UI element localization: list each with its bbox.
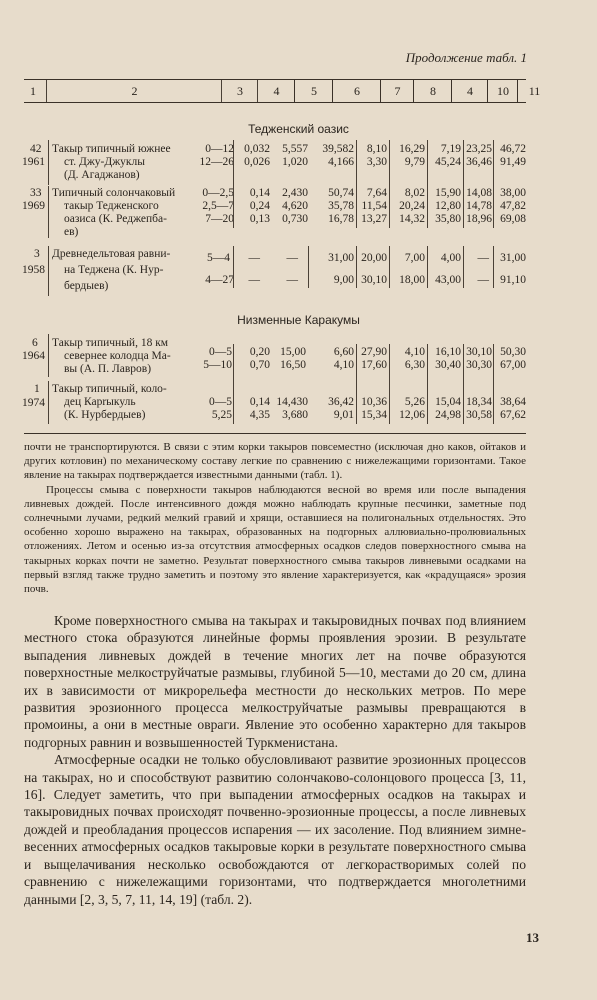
cell-c6: 50,74	[328, 187, 354, 199]
row-desc: Типичный солончаковый	[52, 187, 176, 199]
col-header-8: 8	[413, 80, 452, 102]
cell-c9: 30,40	[435, 359, 461, 371]
col-header-3: 3	[221, 80, 258, 102]
cell-depth: 2,5—7	[202, 200, 234, 212]
cell-c9: 12,80	[435, 200, 461, 212]
cell-c6: 4,166	[328, 156, 354, 168]
row-desc: Древнедельтовая равни-	[52, 248, 171, 260]
col-header-11: 11	[517, 80, 551, 102]
row-desc: (К. Нурбердыев)	[64, 409, 146, 421]
col-header-1: 1	[30, 84, 36, 98]
col-header-5: 5	[294, 80, 333, 102]
cell-c10: 36,46	[466, 156, 492, 168]
cell-c8: 12,06	[399, 409, 425, 421]
cell-c5: —	[286, 252, 298, 264]
cell-c6: 35,78	[328, 200, 354, 212]
section-title-karakum: Низменные Каракумы	[237, 313, 360, 327]
cell-c9: 24,98	[435, 409, 461, 421]
small-print-block	[24, 440, 526, 596]
cell-c5: 5,557	[282, 143, 308, 155]
row-desc: ст. Джу-Джуклы	[64, 156, 145, 168]
cell-c10: 14,78	[466, 200, 492, 212]
cell-c7: 20,00	[361, 252, 387, 264]
cell-c9: 35,80	[435, 213, 461, 225]
cell-c4: 4,35	[249, 409, 270, 421]
cell-c11: 91,10	[500, 274, 526, 286]
cell-c7: 10,36	[361, 396, 387, 408]
cell-c6: 36,42	[328, 396, 354, 408]
row-desc: (Д. Агаджанов)	[64, 169, 140, 181]
row-desc: ев)	[64, 226, 79, 238]
cell-c11: 47,82	[500, 200, 526, 212]
col-header-6: 6	[332, 80, 381, 102]
cell-c6: 4,10	[333, 359, 354, 371]
small-paragraph: Процессы смыва с поверхности такыров наблюдаются весной во время или после выпадения ливневых дождей. После интенсивного дождя можно наблюдать крупные песчинки, заметные под солнечными лучами, редкий мелкий гравий и хрящи, оставшиеся на полигональных отдельностях. Это особенно хорошо выражено на такырах, образованных на подгорных аллювиально-пролювиальных отложениях. Летом и осенью из-за отсутствия атмосферных осадков следов поверхностного смыва на такырных корках почти не заметно. Результат поверхностного смыва такыров ливневыми осадками на первый взгляд также трудно заметить и поэтому это явление характеризуется, как «крадущаяся» эрозия почв.	[24, 483, 526, 596]
cell-c10: 14,08	[466, 187, 492, 199]
cell-c5: 4,620	[282, 200, 308, 212]
table-header	[24, 80, 541, 102]
cell-depth: 7—20	[205, 213, 234, 225]
record-year: 1969	[22, 200, 45, 212]
cell-c8: 14,32	[399, 213, 425, 225]
cell-c7: 8,10	[366, 143, 387, 155]
body-paragraph: Кроме поверхностного смыва на такырах и такыровидных почвах под влиянием местного стока образуются линейные формы проявления эрозии. В результате выпадения ливневых дождей в течение многих лет на почве образуются поверхностные мелкоструйчатые размывы, глубиной 5—10, местами до 20 см, длина их в зависимости от микрорельефа местности до нескольких метров. По мере развития эрозионного процесса мелкоструйчатые размывы превращаются в промоины, а они в местные овраги. Явление это особенно характерно для такыров подгорных равнин и возвышенностей Туркменистана.	[24, 613, 526, 750]
cell-depth: 4—27	[205, 274, 234, 286]
cell-c4: 0,20	[249, 346, 270, 358]
cell-depth: 0—12	[205, 143, 234, 155]
cell-c8: 9,79	[404, 156, 425, 168]
row-desc: севернее колодца Ма-	[64, 350, 171, 362]
cell-c10: 18,34	[466, 396, 492, 408]
table-bottom-rule	[24, 433, 526, 434]
cell-c4: —	[248, 274, 260, 286]
row-desc: на Теджена (К. Нур-	[64, 264, 164, 276]
row-desc: Такыр типичный южнее	[52, 143, 171, 155]
cell-c9: 7,19	[440, 143, 461, 155]
cell-c4: 0,026	[244, 156, 270, 168]
page-number: 13	[526, 930, 539, 945]
cell-c5: —	[286, 274, 298, 286]
body-paragraph: Атмосферные осадки не только обусловливают развитие эрозионных процессов на такырах, но и способствуют развитию солончаково-солонцового процесса [3, 11, 16]. Следует заметить, что при выпадении атмосферных осадков на такырах и такыровидных почвах происходят почвенно-эрозионные процессы, а после ливневых дождей и преобладания процессов испарения — их засоление. Под влиянием зимне-весенних атмосферных осадков такыровые корки в результате поверхностного смыва и выщелачивания несколько освобождаются от легкорастворимых солей по сравнению с нижележащими горизонтами, что подтверждается многолетними данными [2, 3, 5, 7, 11, 14, 19] (табл. 2).	[24, 752, 526, 907]
cell-c9: 43,00	[435, 274, 461, 286]
cell-c4: —	[248, 252, 260, 264]
section-title-tedzhen: Тедженский оазис	[248, 122, 349, 136]
col-header-4: 4	[257, 80, 295, 102]
cell-c7: 27,90	[361, 346, 387, 358]
record-year: 1958	[22, 264, 45, 276]
col-header-7: 7	[380, 80, 414, 102]
cell-c7: 13,27	[361, 213, 387, 225]
cell-c10: 30,30	[466, 359, 492, 371]
cell-c4: 0,14	[249, 396, 270, 408]
record-id: 33	[30, 187, 42, 199]
cell-c10: —	[477, 274, 489, 286]
cell-c4: 0,24	[249, 200, 270, 212]
cell-c11: 38,64	[500, 396, 526, 408]
cell-c8: 5,26	[404, 396, 425, 408]
cell-c5: 1,020	[282, 156, 308, 168]
cell-c8: 18,00	[399, 274, 425, 286]
col-header-9: 4	[451, 80, 488, 102]
table-header-rule	[24, 102, 526, 103]
body-text-block	[24, 612, 526, 908]
cell-c8: 20,24	[399, 200, 425, 212]
cell-c6: 31,00	[328, 252, 354, 264]
small-paragraph: почти не транспортируются. В связи с этим корки такыров повсеместно (исключая дно каков, ойтаков и других котловин) по механическому составу легкие по сравнению с нижележащими горизонтами. Такое явление на такырах подтверждается известными данными (табл. 1).	[24, 441, 526, 482]
row-desc: вы (А. П. Лавров)	[64, 363, 152, 375]
cell-c6: 6,60	[333, 346, 354, 358]
record-year: 1974	[22, 397, 45, 409]
cell-c5: 14,430	[276, 396, 308, 408]
cell-c5: 16,50	[280, 359, 306, 371]
cell-c6: 9,01	[333, 409, 354, 421]
record-id: 1	[34, 383, 40, 395]
cell-c7: 30,10	[361, 274, 387, 286]
row-desc: бердыев)	[64, 280, 109, 292]
cell-c8: 4,10	[404, 346, 425, 358]
cell-c4: 0,14	[249, 187, 270, 199]
cell-c4: 0,13	[249, 213, 270, 225]
cell-c5: 15,00	[280, 346, 306, 358]
cell-c11: 67,62	[500, 409, 526, 421]
cell-c11: 50,30	[500, 346, 526, 358]
cell-c9: 16,10	[435, 346, 461, 358]
cell-c8: 6,30	[404, 359, 425, 371]
cell-c6: 9,00	[333, 274, 354, 286]
cell-depth: 5—10	[203, 359, 232, 371]
record-year: 1961	[22, 156, 45, 168]
cell-c4: 0,032	[244, 143, 270, 155]
cell-c6: 39,582	[322, 143, 354, 155]
col-header-2: 2	[46, 80, 222, 102]
cell-c7: 7,64	[366, 187, 387, 199]
cell-c8: 7,00	[404, 252, 425, 264]
row-desc: Такыр типичный, коло-	[52, 383, 167, 395]
cell-c10: 30,58	[466, 409, 492, 421]
continuation-label: Продолжение табл. 1	[405, 50, 527, 65]
record-id: 6	[32, 337, 38, 349]
row-desc: такыр Тедженского	[64, 200, 159, 212]
cell-c5: 3,680	[282, 409, 308, 421]
record-id: 3	[34, 248, 40, 260]
cell-c10: —	[477, 252, 489, 264]
cell-c5: 2,430	[282, 187, 308, 199]
cell-c11: 46,72	[500, 143, 526, 155]
cell-c4: 0,70	[249, 359, 270, 371]
cell-c9: 4,00	[440, 252, 461, 264]
cell-c10: 23,25	[466, 143, 492, 155]
row-desc: дец Карrыкуль	[64, 396, 136, 408]
cell-c7: 3,30	[366, 156, 387, 168]
cell-c11: 67,00	[500, 359, 526, 371]
cell-c11: 91,49	[500, 156, 526, 168]
cell-c7: 17,60	[361, 359, 387, 371]
cell-c9: 15,04	[435, 396, 461, 408]
record-id: 42	[30, 143, 42, 155]
cell-c7: 11,54	[361, 200, 387, 212]
cell-c5: 0,730	[282, 213, 308, 225]
record-year: 1964	[22, 350, 45, 362]
cell-c9: 45,24	[435, 156, 461, 168]
cell-depth: 0—5	[209, 346, 232, 358]
cell-depth: 5—4	[207, 252, 230, 264]
cell-depth: 12—26	[199, 156, 234, 168]
cell-c11: 38,00	[500, 187, 526, 199]
row-desc: оазиса (К. Реджепба-	[64, 213, 167, 225]
row-desc: Такыр типичный, 18 км	[52, 337, 169, 349]
cell-c11: 31,00	[500, 252, 526, 264]
cell-c7: 15,34	[361, 409, 387, 421]
cell-depth: 0—2,5	[202, 187, 234, 199]
cell-depth: 0—5	[209, 396, 232, 408]
cell-c11: 69,08	[500, 213, 526, 225]
cell-c9: 15,90	[435, 187, 461, 199]
cell-c10: 30,10	[466, 346, 492, 358]
cell-c6: 16,78	[328, 213, 354, 225]
cell-c8: 8,02	[404, 187, 425, 199]
cell-c10: 18,96	[466, 213, 492, 225]
col-header-10: 10	[487, 80, 518, 102]
cell-depth: 5,25	[211, 409, 232, 421]
cell-c8: 16,29	[399, 143, 425, 155]
